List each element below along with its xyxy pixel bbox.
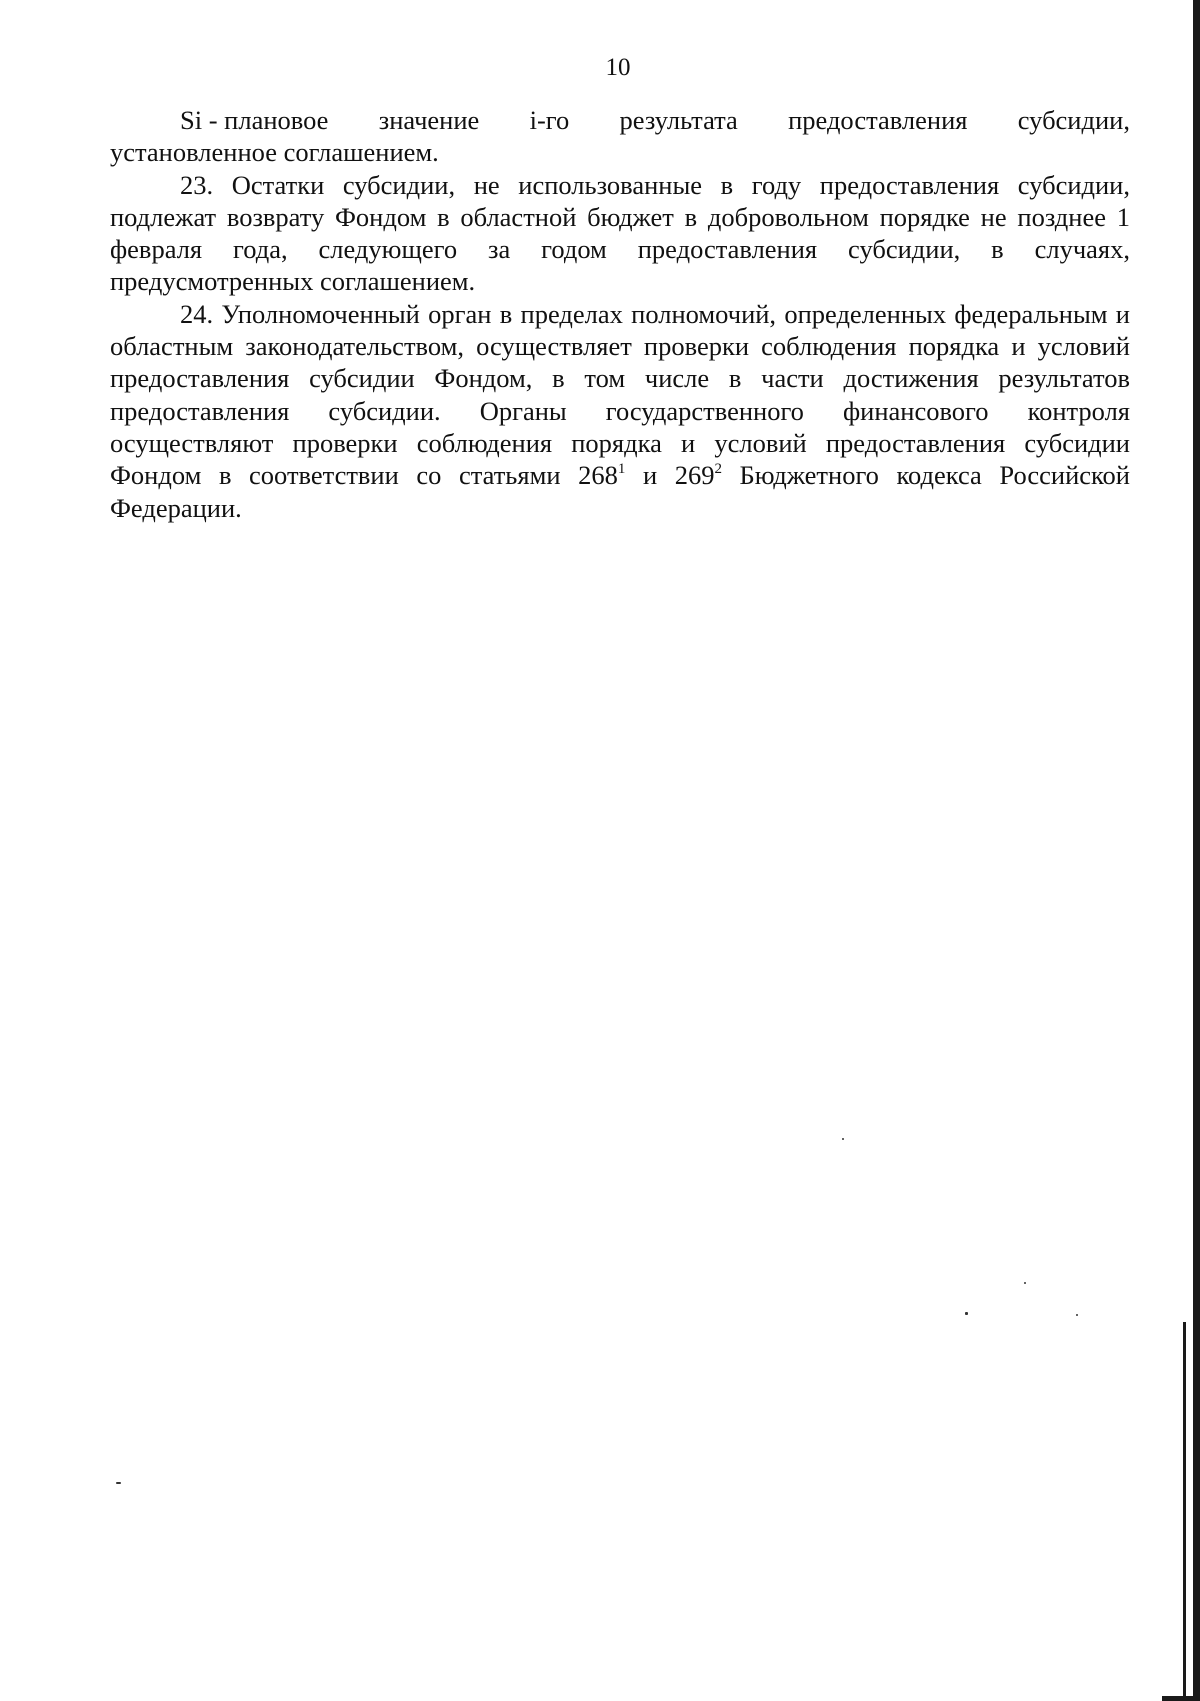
p1-line1 [110, 104, 1130, 136]
p1-word-0: Si - плановое [180, 105, 329, 135]
p3-text-before: 24. Уполномоченный орган в пределах полномочий, определенных федеральным и областным законодательством, осуществляет проверки соблюдения порядка и условий предоставления субсидии Фондом, в том числе в части достижения результатов предоставления субсидии. Органы государственного финансового контроля осуществляют проверки соблюдения порядка и условий предоставления субсидии Фондом в соответствии со статьями 268 [110, 298, 1130, 491]
paragraph-24-inspections [110, 298, 1130, 524]
scan-border-bottom [1162, 1696, 1200, 1701]
page-number: 10 [605, 54, 631, 81]
p3-text-after: Бюджетного кодекса Российской Федерации. [110, 460, 1130, 523]
p1-word-5: субсидии, [1017, 105, 1130, 135]
p3-superscript-1: 1 [617, 461, 626, 478]
p3-superscript-2: 2 [714, 461, 722, 478]
p1-word-1: значение [378, 105, 480, 135]
p1-word-2: i-го [529, 105, 570, 135]
document-body [110, 104, 1130, 524]
scan-speck [965, 1312, 968, 1315]
p1-rest: установленное соглашением. [110, 137, 439, 168]
paragraph-23-subsidy-remainder: 23. Остатки субсидии, не использованные в году предоставления субсидии, подлежат возврату Фондом в областной бюджет в добровольном порядке не позднее 1 февраля года, следующего за годом предоставления субсидии, в случаях, предусмотренных соглашением. [110, 169, 1130, 297]
scan-speck [1076, 1314, 1078, 1316]
scan-speck [842, 1138, 844, 1140]
p1-word-4: предоставления [788, 105, 968, 135]
p1-word-3: результата [619, 105, 738, 135]
scan-border-inner [1183, 1322, 1186, 1698]
scan-speck [1024, 1282, 1026, 1284]
paragraph-si-definition [110, 104, 1130, 169]
scan-border-right [1193, 0, 1200, 1701]
scan-speck [116, 1482, 121, 1484]
p3-text-middle: и 269 [625, 460, 715, 491]
